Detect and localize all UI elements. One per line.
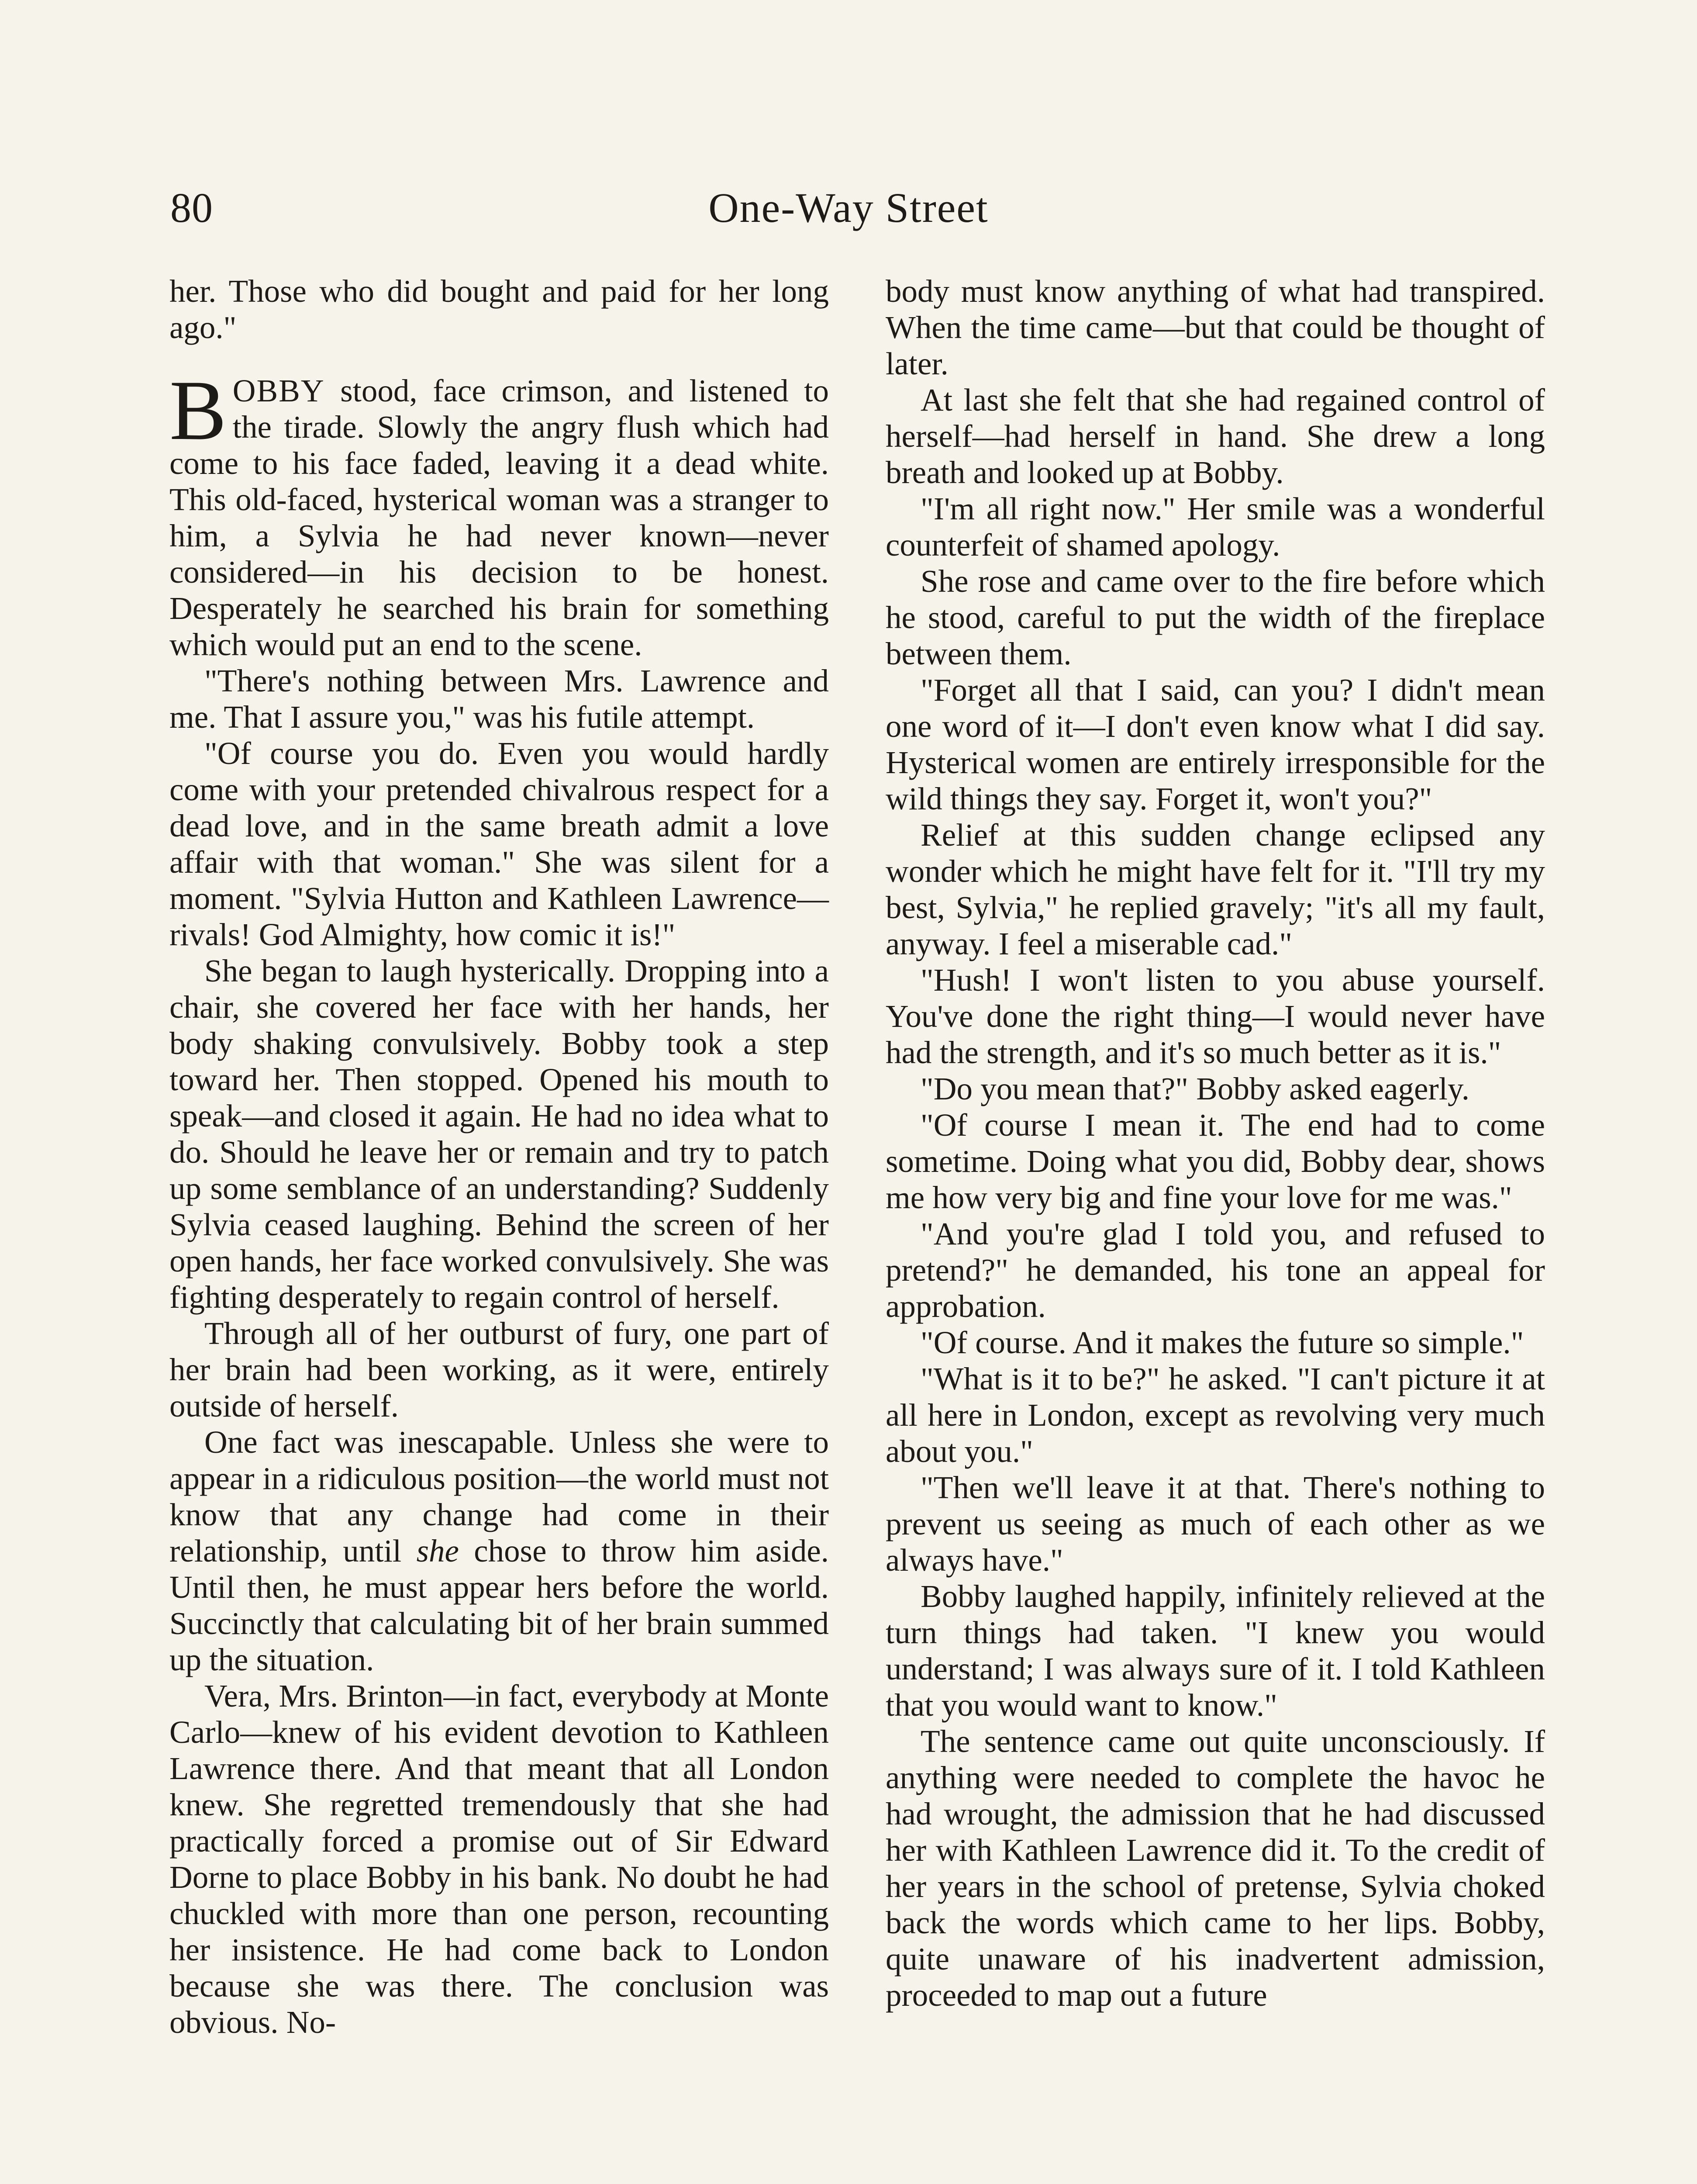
paragraph: "Do you mean that?" Bobby asked eagerly. [921,1071,1469,1106]
italic-word: she [416,1533,459,1569]
text-columns [169,273,1545,2184]
paragraph-text: chose to throw him aside. Until then, he must appear hers before the world. Succinctly that calculating bit of her brain summed up the situation. [169,1533,829,1677]
left-column [169,273,829,2184]
paragraph: She rose and came over to the fire before which he stood, careful to put the width of the fireplace between them. [886,563,1545,671]
paragraph: "And you're glad I told you, and refused to pretend?" he demanded, his tone an appeal for approbation. [886,1216,1545,1324]
section-opening-paragraph [169,363,829,663]
paragraph: The sentence came out quite unconsciously. If anything were needed to complete the havoc he had wrought, the admission that he had discussed her with Kathleen Lawrence did it. To the credit of her years in the school of pretense, Sylvia choked back the words which came to her lips. Bobby, quite unaware of his inadvertent admission, proceeded to map out a future [886,1724,1545,2013]
small-caps-lead: OBBY [232,373,325,408]
paragraph: "Hush! I won't listen to you abuse yourself. You've done the right thing—I would never have had the strength, and it's so much better as it is." [886,962,1545,1070]
paragraph: "What is it to be?" he asked. "I can't picture it at all here in London, except as revolving very much about you." [886,1361,1545,1469]
paragraph: "Then we'll leave it at that. There's nothing to prevent us seeing as much of each other as we always have." [886,1470,1545,1578]
paragraph-text: stood, face crimson, and listened to the tirade. Slowly the angry flush which had come to his face faded, leaving it a dead white. This old-faced, hysterical woman was a stranger to him, a Sylvia he had never known—never considered—in his decision to be honest. Desperately he searched his brain for something which would put an end to the scene. [169,373,829,662]
paragraph [169,1424,829,1678]
paragraph: "Of course I mean it. The end had to come sometime. Doing what you did, Bobby dear, shows me how very big and fine your love for me was." [886,1107,1545,1215]
paragraph: At last she felt that she had regained control of herself—had herself in hand. She drew a long breath and looked up at Bobby. [886,382,1545,490]
paragraph: "There's nothing between Mrs. Lawrence and me. That I assure you," was his futile attempt. [169,663,829,735]
paragraph: "Of course you do. Even you would hardly come with your pretended chivalrous respect for a dead love, and in the same breath admit a love affair with that woman." She was silent for a moment. "Sylvia Hutton and Kathleen Lawrence—rivals! God Almighty, how comic it is!" [169,736,829,952]
page-number: 80 [170,184,213,231]
paragraph: body must know anything of what had transpired. When the time came—but that could be thought of later. [886,273,1545,381]
right-column [886,273,1545,2184]
paragraph: "I'm all right now." Her smile was a wonderful counterfeit of shamed apology. [886,491,1545,563]
paragraph: "Of course. And it makes the future so simple." [921,1325,1524,1360]
paragraph: Vera, Mrs. Brinton—in fact, everybody at Monte Carlo—knew of his evident devotion to Kathleen Lawrence there. And that meant that all London knew. She regretted tremendously that she had practically forced a promise out of Sir Edward Dorne to place Bobby in his bank. No doubt he had chuckled with more than one person, recounting her insistence. He had come back to London because she was there. The conclusion was obvious. No- [169,1678,829,2040]
paragraph: "Forget all that I said, can you? I didn't mean one word of it—I don't even know what I did say. Hysterical women are entirely irresponsible for the wild things they say. Forget it, won't you?" [886,672,1545,816]
paragraph: Through all of her outburst of fury, one part of her brain had been working, as it were, entirely outside of herself. [169,1316,829,1424]
running-title: One-Way Street [708,184,989,231]
paragraph: her. Those who did bought and paid for her long ago." [169,273,829,345]
paragraph: Relief at this sudden change eclipsed any wonder which he might have felt for it. "I'll try my best, Sylvia," he replied gravely; "it's all my fault, anyway. I feel a miserable cad." [886,817,1545,961]
paragraph-text: One fact was inescapable. Unless she were to appear in a ridiculous position—the world must not know that any change had come in their relationship, until [169,1424,829,1569]
paragraph: Bobby laughed happily, infinitely relieved at the turn things had taken. "I knew you would understand; I was always sure of it. I told Kathleen that you would want to know." [886,1579,1545,1723]
drop-cap: B [169,363,227,458]
paragraph: She began to laugh hysterically. Dropping into a chair, she covered her face with her hands, her body shaking convulsively. Bobby took a step toward her. Then stopped. Opened his mouth to speak—and closed it again. He had no idea what to do. Should he leave her or remain and try to patch up some semblance of an understanding? Suddenly Sylvia ceased laughing. Behind the screen of her open hands, her face worked convulsively. She was fighting desperately to regain control of herself. [169,953,829,1315]
